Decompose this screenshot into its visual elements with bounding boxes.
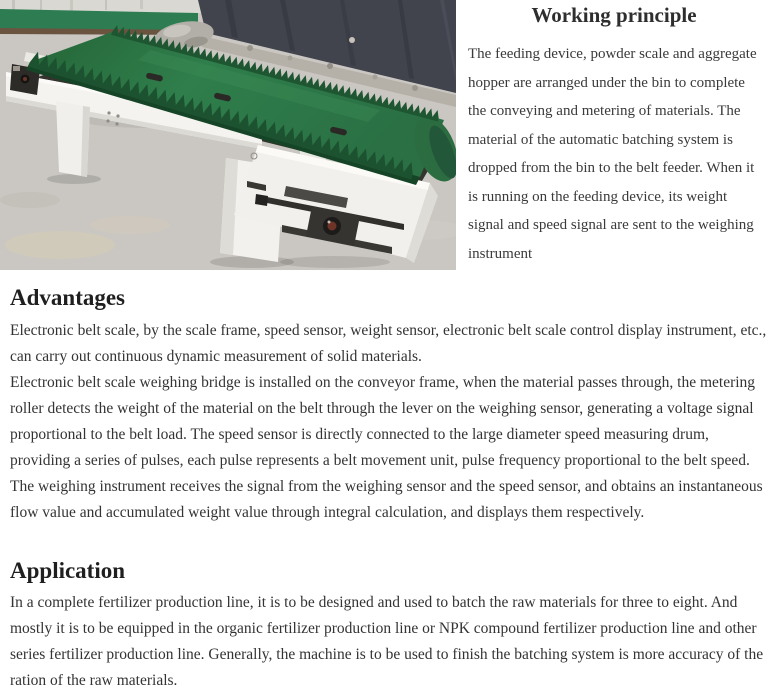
- advantages-title: Advantages: [10, 285, 126, 310]
- product-photo: [0, 0, 456, 270]
- advantages-paragraph-1: Electronic belt scale, by the scale frame, speed sensor, weight sensor, electronic belt scale control display instrument, etc., can carry out continuous dynamic measurement of solid materials.: [10, 322, 767, 365]
- advantages-body: [10, 318, 768, 526]
- application-title: Application: [10, 558, 126, 583]
- application-body: In a complete fertilizer production line, it is to be designed and used to batch the raw materials for three to eight. And mostly it is to be equipped in the organic fertilizer production line or NPK compound fertilizer production line and other series fertilizer production line. Generally, the machine is to be used to finish the batching system is more accuracy of the ration of the raw materials.: [10, 594, 764, 689]
- working-principle-section: [468, 0, 760, 268]
- working-principle-body: The feeding device, powder scale and aggregate hopper are arranged under the bin to complete the conveying and metering of materials. The material of the automatic batching system is dropped from the bin to the belt feeder. When it is running on the feeding device, its weight signal and speed signal are sent to the weighing instrument: [468, 46, 757, 262]
- left-leg: [56, 101, 90, 177]
- conveyor-photo-illustration: [0, 0, 456, 270]
- working-principle-title: Working principle: [531, 3, 697, 27]
- advantages-paragraph-2: Electronic belt scale weighing bridge is installed on the conveyor frame, when the material passes through, the metering roller detects the weight of the material on the belt through the lever on the weighing sensor, generating a voltage signal proportional to the belt load. The speed sensor is directly connected to the large diameter speed measuring drum, providing a series of pulses, each pulse represents a belt movement unit, pulse frequency proportional to the belt speed. The weighing instrument receives the signal from the weighing sensor and the speed sensor, and obtains an instantaneous flow value and accumulated weight value through integral calculation, and displays them respectively.: [10, 374, 763, 521]
